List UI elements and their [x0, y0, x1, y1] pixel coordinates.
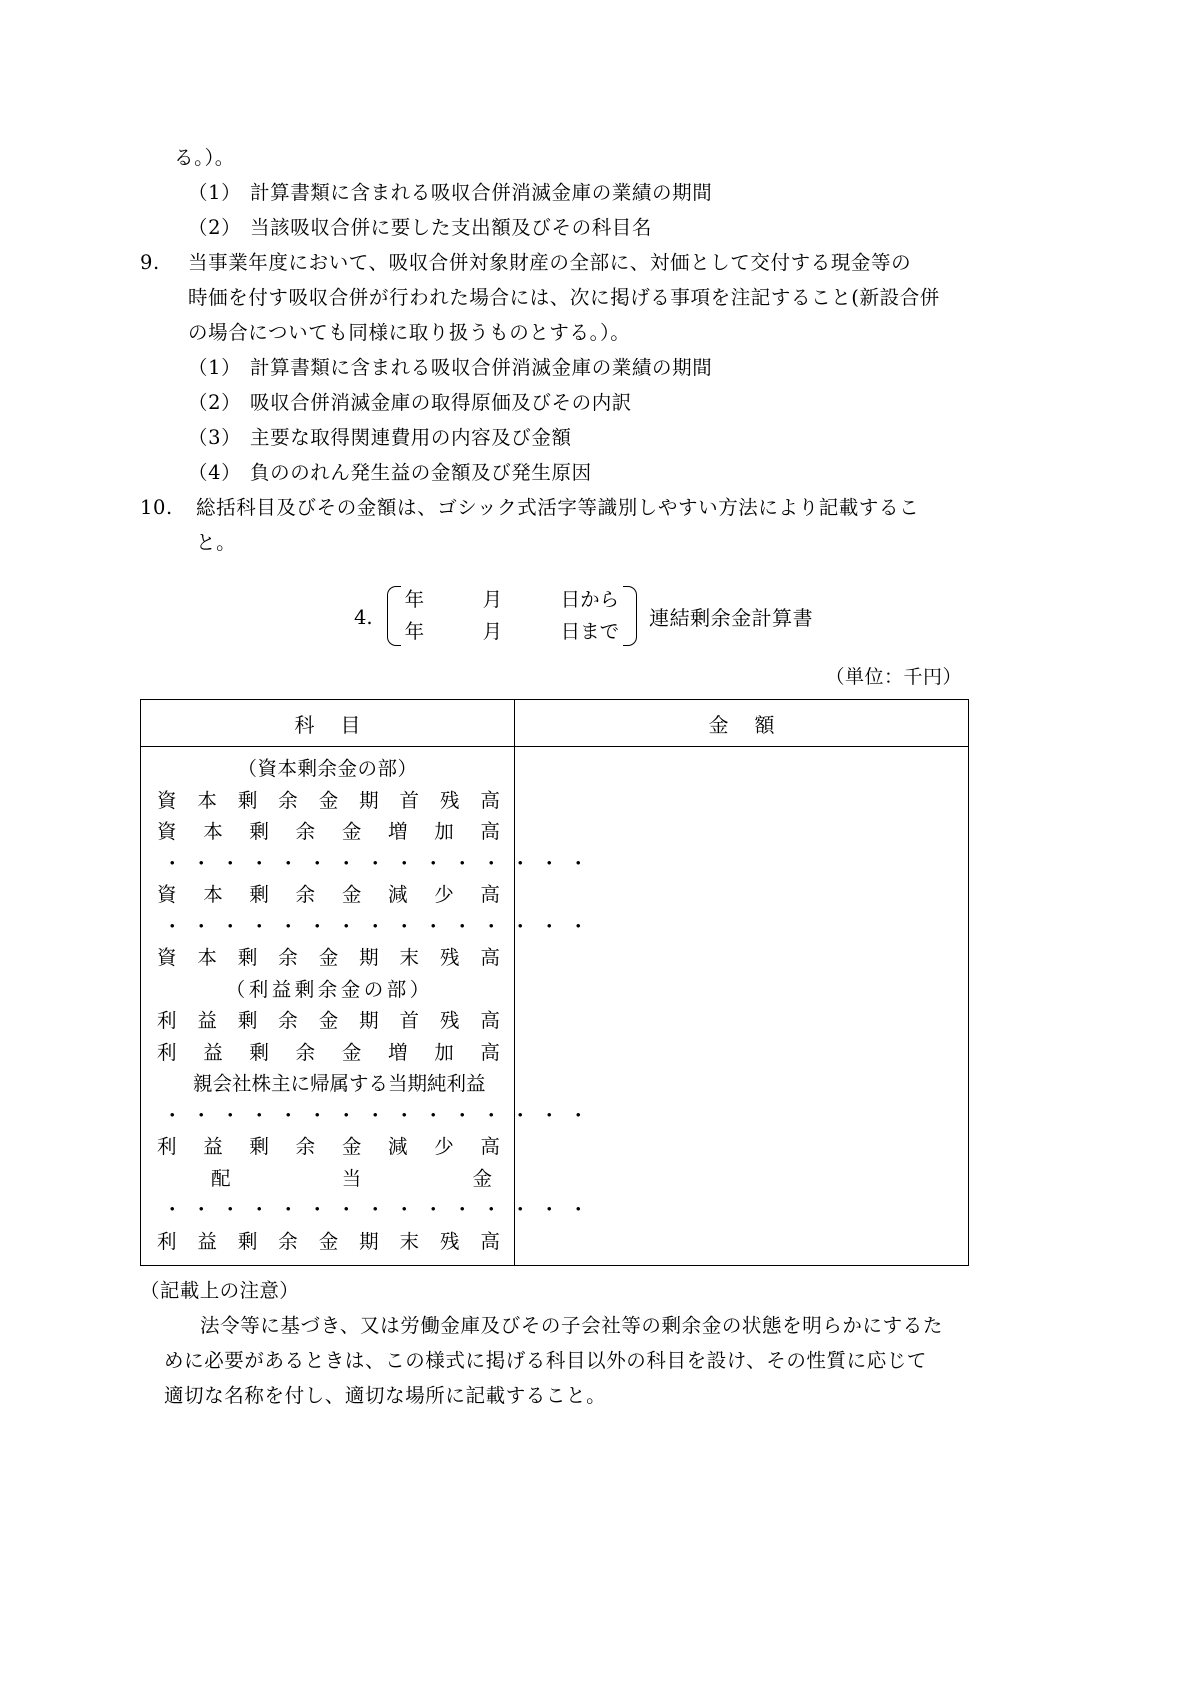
list-item-marker: （2）	[188, 216, 242, 239]
table-row	[141, 747, 969, 1266]
dotted-leader: ・・・・・・・・・・・・・・・	[162, 1103, 598, 1127]
account-line-char: 本	[203, 820, 223, 843]
list-item-label: 計算書類に含まれる吸収合併消滅金庫の業績の期間	[250, 181, 713, 204]
account-line-char: 期	[359, 946, 379, 969]
account-line-char: 資	[157, 946, 177, 969]
account-line-char: 加	[434, 820, 454, 843]
account-line-char: 期	[359, 1009, 379, 1032]
account-line-char: 余	[295, 820, 316, 843]
account-line-char: 剰	[249, 820, 269, 843]
list-item	[140, 210, 980, 245]
account-line-char: 高	[480, 1009, 500, 1032]
account-line-char: 余	[278, 946, 298, 969]
account-line	[153, 1037, 502, 1069]
account-line-char: 残	[439, 1229, 460, 1253]
list-item-label: 計算書類に含まれる吸収合併消滅金庫の業績の期間	[250, 356, 713, 379]
account-line-char: 加	[434, 1040, 454, 1064]
account-line	[153, 785, 502, 817]
paragraph-line: 時価を付す吸収合併が行われた場合には、次に掲げる事項を注記すること(新設合併	[188, 286, 940, 309]
account-line-char: 余	[278, 788, 298, 812]
amount-column-cell[interactable]	[515, 747, 969, 1266]
item-column-cell	[141, 747, 598, 1266]
unit-note: （単位：千円）	[825, 666, 962, 688]
list-item-label: 主要な取得関連費用の内容及び金額	[250, 426, 572, 449]
column-header-amount	[515, 700, 969, 747]
account-line-char: 利	[157, 1135, 177, 1158]
list-item	[140, 350, 980, 385]
account-line-char: 高	[480, 946, 500, 969]
account-line-char: 益	[197, 1009, 217, 1032]
account-line-char: 金	[318, 946, 339, 969]
account-line-char: 金	[318, 788, 339, 812]
table-header-row	[141, 700, 969, 747]
account-line-char: 本	[197, 788, 217, 812]
paragraph-line: の場合についても同様に取り扱うものとする。）。	[188, 321, 631, 344]
account-line	[153, 879, 502, 911]
column-header-item-label: 科目	[294, 712, 387, 737]
consolidated-surplus-table	[140, 699, 969, 1266]
account-line-char: 利	[157, 1040, 177, 1064]
paragraph-line: 法令等に基づき、又は労働金庫及びその子会社等の剰余金の状態を明らかにするた	[200, 1314, 943, 1337]
list-item-label: 吸収合併消滅金庫の取得原価及びその内訳	[250, 391, 632, 414]
account-line-char: 剰	[249, 883, 269, 906]
dotted-leader: ・・・・・・・・・・・・・・・	[162, 1198, 598, 1221]
paragraph-line: 当事業年度において、吸収合併対象財産の全部に、対価として交付する現金等の	[188, 251, 912, 274]
account-line-char: 金	[341, 1040, 362, 1064]
form-number: 4.	[354, 605, 373, 629]
account-line-char: 高	[480, 1040, 500, 1064]
page-title: 連結剰余金計算書	[649, 605, 814, 630]
date-range-rows	[401, 584, 624, 648]
account-line-char: 余	[278, 1009, 298, 1032]
account-line-char: 利	[157, 1009, 177, 1032]
paragraph-line: と。	[196, 531, 237, 554]
account-line-char: 余	[278, 1229, 298, 1253]
column-header-amount-label: 金額	[708, 712, 801, 737]
account-line	[153, 1005, 502, 1037]
account-line: 親会社株主に帰属する当期純利益	[193, 1072, 486, 1095]
account-line-char: 期	[359, 788, 379, 812]
account-line-char: 末	[399, 946, 420, 969]
list-item	[140, 420, 980, 455]
account-line-char: 増	[388, 820, 408, 843]
section-heading: （資本剰余金の部）	[237, 757, 418, 780]
account-line-char: 当	[341, 1166, 362, 1190]
list-item-marker: （1）	[188, 181, 242, 204]
account-line-char: 高	[480, 1135, 500, 1158]
item-rows-host	[153, 753, 598, 1257]
account-line	[153, 942, 502, 974]
account-line-char: 剰	[249, 1135, 269, 1158]
account-line-char: 剰	[237, 946, 258, 969]
account-line-char: 金	[341, 883, 362, 906]
list-item-marker: （3）	[188, 426, 242, 449]
list-item-marker: （2）	[188, 391, 242, 414]
account-line-char: 余	[295, 883, 316, 906]
continuation-line: る。）。	[174, 146, 235, 169]
account-line-char: 本	[203, 883, 223, 906]
closing-note-heading: （記載上の注意）	[140, 1279, 300, 1302]
bracket-left-icon	[387, 584, 401, 648]
account-line-char: 首	[399, 788, 420, 812]
list-item-label: 負ののれん発生益の金額及び発生原因	[250, 461, 592, 484]
date-range-bracket	[387, 584, 638, 648]
account-line-char: 少	[434, 1135, 454, 1158]
account-line	[153, 816, 502, 848]
account-line-char: 高	[480, 788, 500, 812]
numbered-item-marker: 9.	[140, 251, 160, 274]
paragraph-line: 総括科目及びその金額は、ゴシック式活字等識別しやすい方法により記載するこ	[196, 496, 920, 519]
list-item	[140, 385, 980, 420]
numbered-item-body	[196, 490, 980, 560]
account-line-char: 残	[439, 1009, 460, 1032]
account-line	[153, 1131, 502, 1163]
account-line-char: 高	[480, 883, 500, 906]
account-line-char: 首	[399, 1009, 420, 1032]
account-line-char: 金	[341, 820, 362, 843]
account-line-char: 益	[203, 1040, 223, 1064]
account-line-char: 余	[295, 1135, 316, 1158]
account-line-char: 剰	[237, 1229, 258, 1253]
list-item	[140, 175, 980, 210]
list-item-marker: （1）	[188, 356, 242, 379]
account-line-char: 資	[157, 820, 177, 843]
paragraph-line: 適切な名称を付し、適切な場所に記載すること。	[164, 1384, 607, 1407]
dotted-leader: ・・・・・・・・・・・・・・・	[162, 851, 598, 875]
section-heading: （利益剰余金の部）	[225, 977, 433, 1001]
account-line-char: 剰	[237, 1009, 258, 1032]
account-line-char: 減	[388, 1135, 408, 1158]
account-line-char: 高	[480, 1229, 500, 1253]
date-to: 年 月 日まで	[404, 620, 620, 643]
account-line-char: 資	[157, 883, 177, 906]
numbered-item-10	[140, 490, 980, 560]
account-line-char: 末	[399, 1229, 420, 1253]
dotted-leader: ・・・・・・・・・・・・・・・	[162, 914, 598, 938]
account-line-char: 期	[359, 1229, 379, 1253]
account-line-char: 資	[157, 788, 177, 812]
account-line-char: 減	[388, 883, 408, 906]
account-line-char: 金	[472, 1166, 492, 1190]
closing-note-body	[140, 1308, 980, 1413]
account-line-char: 金	[318, 1009, 339, 1032]
account-line-char: 益	[197, 1229, 217, 1253]
account-line	[153, 1163, 502, 1195]
account-line-char: 残	[439, 788, 460, 812]
account-line-char: 本	[197, 946, 217, 969]
numbered-item-marker: 10.	[140, 496, 173, 519]
account-line-char: 余	[295, 1040, 316, 1064]
list-item-marker: （4）	[188, 461, 242, 484]
numbered-item-9	[140, 245, 980, 350]
account-line-char: 残	[439, 946, 460, 969]
account-line-char: 益	[203, 1135, 223, 1158]
account-line-char: 剰	[237, 788, 258, 812]
list-item	[140, 455, 980, 490]
date-from: 年 月 日から	[404, 588, 620, 611]
paragraph-line: めに必要があるときは、この様式に掲げる科目以外の科目を設け、その性質に応じて	[164, 1349, 928, 1372]
column-header-item	[141, 700, 515, 747]
account-line-char: 金	[341, 1135, 362, 1158]
list-item-label: 当該吸収合併に要した支出額及びその科目名	[250, 216, 653, 239]
page-content	[140, 140, 980, 1413]
bracket-right-icon	[623, 584, 637, 648]
account-line-char: 配	[211, 1166, 231, 1190]
account-line-char: 利	[157, 1229, 177, 1253]
account-line-char: 剰	[249, 1040, 269, 1064]
account-line	[153, 1226, 502, 1258]
statement-title-block	[140, 584, 980, 648]
account-line-char: 増	[388, 1040, 408, 1064]
account-line-char: 高	[480, 820, 500, 843]
account-line-char: 金	[318, 1229, 339, 1253]
account-line-char: 少	[434, 883, 454, 906]
numbered-item-body	[188, 245, 980, 350]
